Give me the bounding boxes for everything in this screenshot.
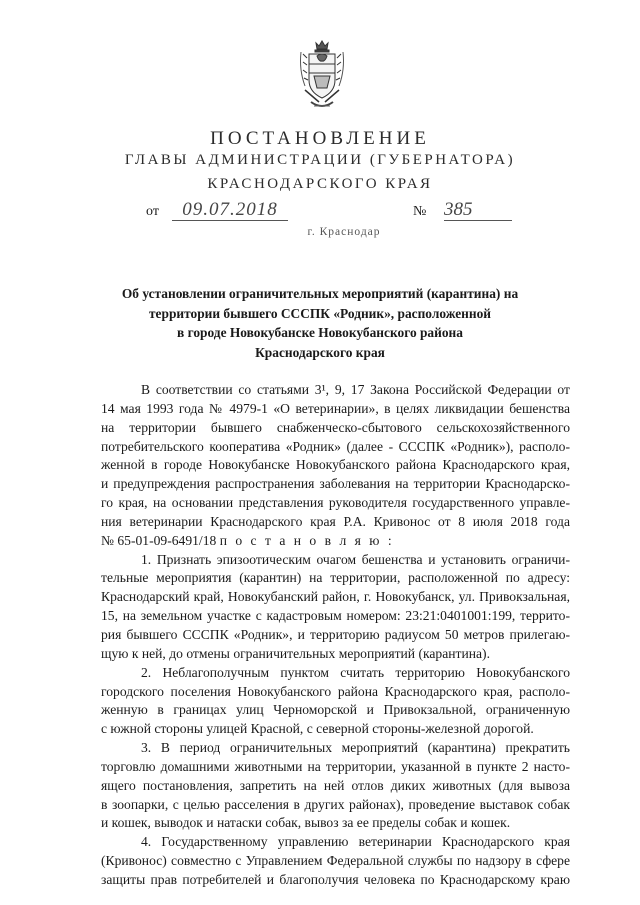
document-body xyxy=(101,381,570,890)
body-line: 2. Неблагополучным пунктом считать территорию Новокубанского xyxy=(141,664,570,680)
decree-word: п о с т а н о в л я ю : xyxy=(219,532,395,548)
body-line: тельные мероприятия (карантин) на территории, расположенной по адресу: xyxy=(101,570,570,586)
body-line: го края, на основании представления руководителя государственного управле- xyxy=(101,495,570,511)
body-line: 1. Признать эпизоотическим очагом бешенства и установить ограничи- xyxy=(141,551,570,567)
title-line: в городе Новокубанске Новокубанского района xyxy=(177,325,463,340)
body-line: ящего постановления, запретить на ней отлов диких животных (для вывоза xyxy=(101,777,570,793)
body-line: (Кривонос) совместно с Управлением Федеральной службы по надзору в сфере xyxy=(101,853,570,869)
document-title xyxy=(100,284,540,362)
city-label: г. Краснодар xyxy=(307,226,381,238)
body-line: 14 мая 1993 года № 4979-1 «О ветеринарии», в целях ликвидации бешенства xyxy=(101,400,570,416)
body-line: ния ветеринарии Краснодарского края Р.А. Кривонос от 8 июля 2018 года xyxy=(101,513,570,529)
title-line: Об установлении ограничительных мероприятий (карантина) на xyxy=(121,286,519,301)
body-line: торговлю домашними животными на территории, указанной в пункте 2 наcто- xyxy=(101,758,570,774)
body-line: Краснодарский край, Новокубанский район, г. Новокубанск, ул. Привокзальная, xyxy=(101,589,570,605)
date-value: 09.07.2018 xyxy=(172,200,288,221)
body-line: и предупреждения распространения заболевания на территории Краснодарско- xyxy=(101,476,570,492)
body-line: 15, на земельном участке с кадастровым номером: 23:21:0401001:199, террито- xyxy=(101,608,570,624)
body-line: женную в границах улиц Черноморской и Привокзальной, ограниченную xyxy=(101,702,570,718)
body-line: 3. В период ограничительных мероприятий (карантина) прекратить xyxy=(141,740,570,756)
body-line: и кошек, выводок и натаски собак, вывоз за ее пределы собак и кошек. xyxy=(101,815,511,831)
body-line: В соответствии со статьями 3¹, 9, 17 Закона Российской Федерации от xyxy=(141,382,570,397)
issuer-heading: ГЛАВЫ АДМИНИСТРАЦИИ (ГУБЕРНАТОРА) xyxy=(124,152,516,168)
body-line: защиты прав потребителей и благополучия человека по Краснодарскому краю xyxy=(101,871,570,887)
number-value: 385 xyxy=(444,200,512,221)
body-line: 4. Государственному управлению ветеринарии Краснодарского края xyxy=(141,834,570,850)
body-line: женной в городе Новокубанске Новокубанского района Краснодарского края, xyxy=(101,457,570,473)
body-line: с южной стороны улицей Красной, с северной стороны-железной дорогой. xyxy=(101,721,534,737)
title-line: Краснодарского края xyxy=(255,344,385,360)
krasnodar-coat-of-arms-icon xyxy=(297,40,347,112)
date-prefix: от xyxy=(146,204,159,219)
body-line-decree xyxy=(101,532,570,551)
date-number-line xyxy=(0,200,640,224)
body-line: городского поселения Новокубанского района Краснодарского края, располо- xyxy=(101,683,570,699)
body-line: щую к ней, до отмены ограничительных мероприятий (карантина). xyxy=(101,645,490,661)
document-type-heading: ПОСТАНОВЛЕНИЕ xyxy=(210,128,430,149)
number-prefix: № xyxy=(413,204,427,219)
region-heading: КРАСНОДАРСКОГО КРАЯ xyxy=(207,176,433,192)
decree-reference: № 65-01-09-6491/18 xyxy=(101,532,220,548)
body-line: на территории бывшего снабженческо-сбытового сельскохозяйственного xyxy=(101,419,570,435)
title-line: территории бывшего СССПК «Родник», расположенной xyxy=(148,305,492,321)
body-line: в зоопарки, с целью расселения в других районах), проведение выставок собак xyxy=(101,796,570,812)
body-line: потребительского кооператива «Родник» (далее - СССПК «Родник»), располо- xyxy=(101,438,570,454)
body-line: рия бывшего СССПК «Родник», и территорию радиусом 50 метров прилегаю- xyxy=(101,626,570,642)
